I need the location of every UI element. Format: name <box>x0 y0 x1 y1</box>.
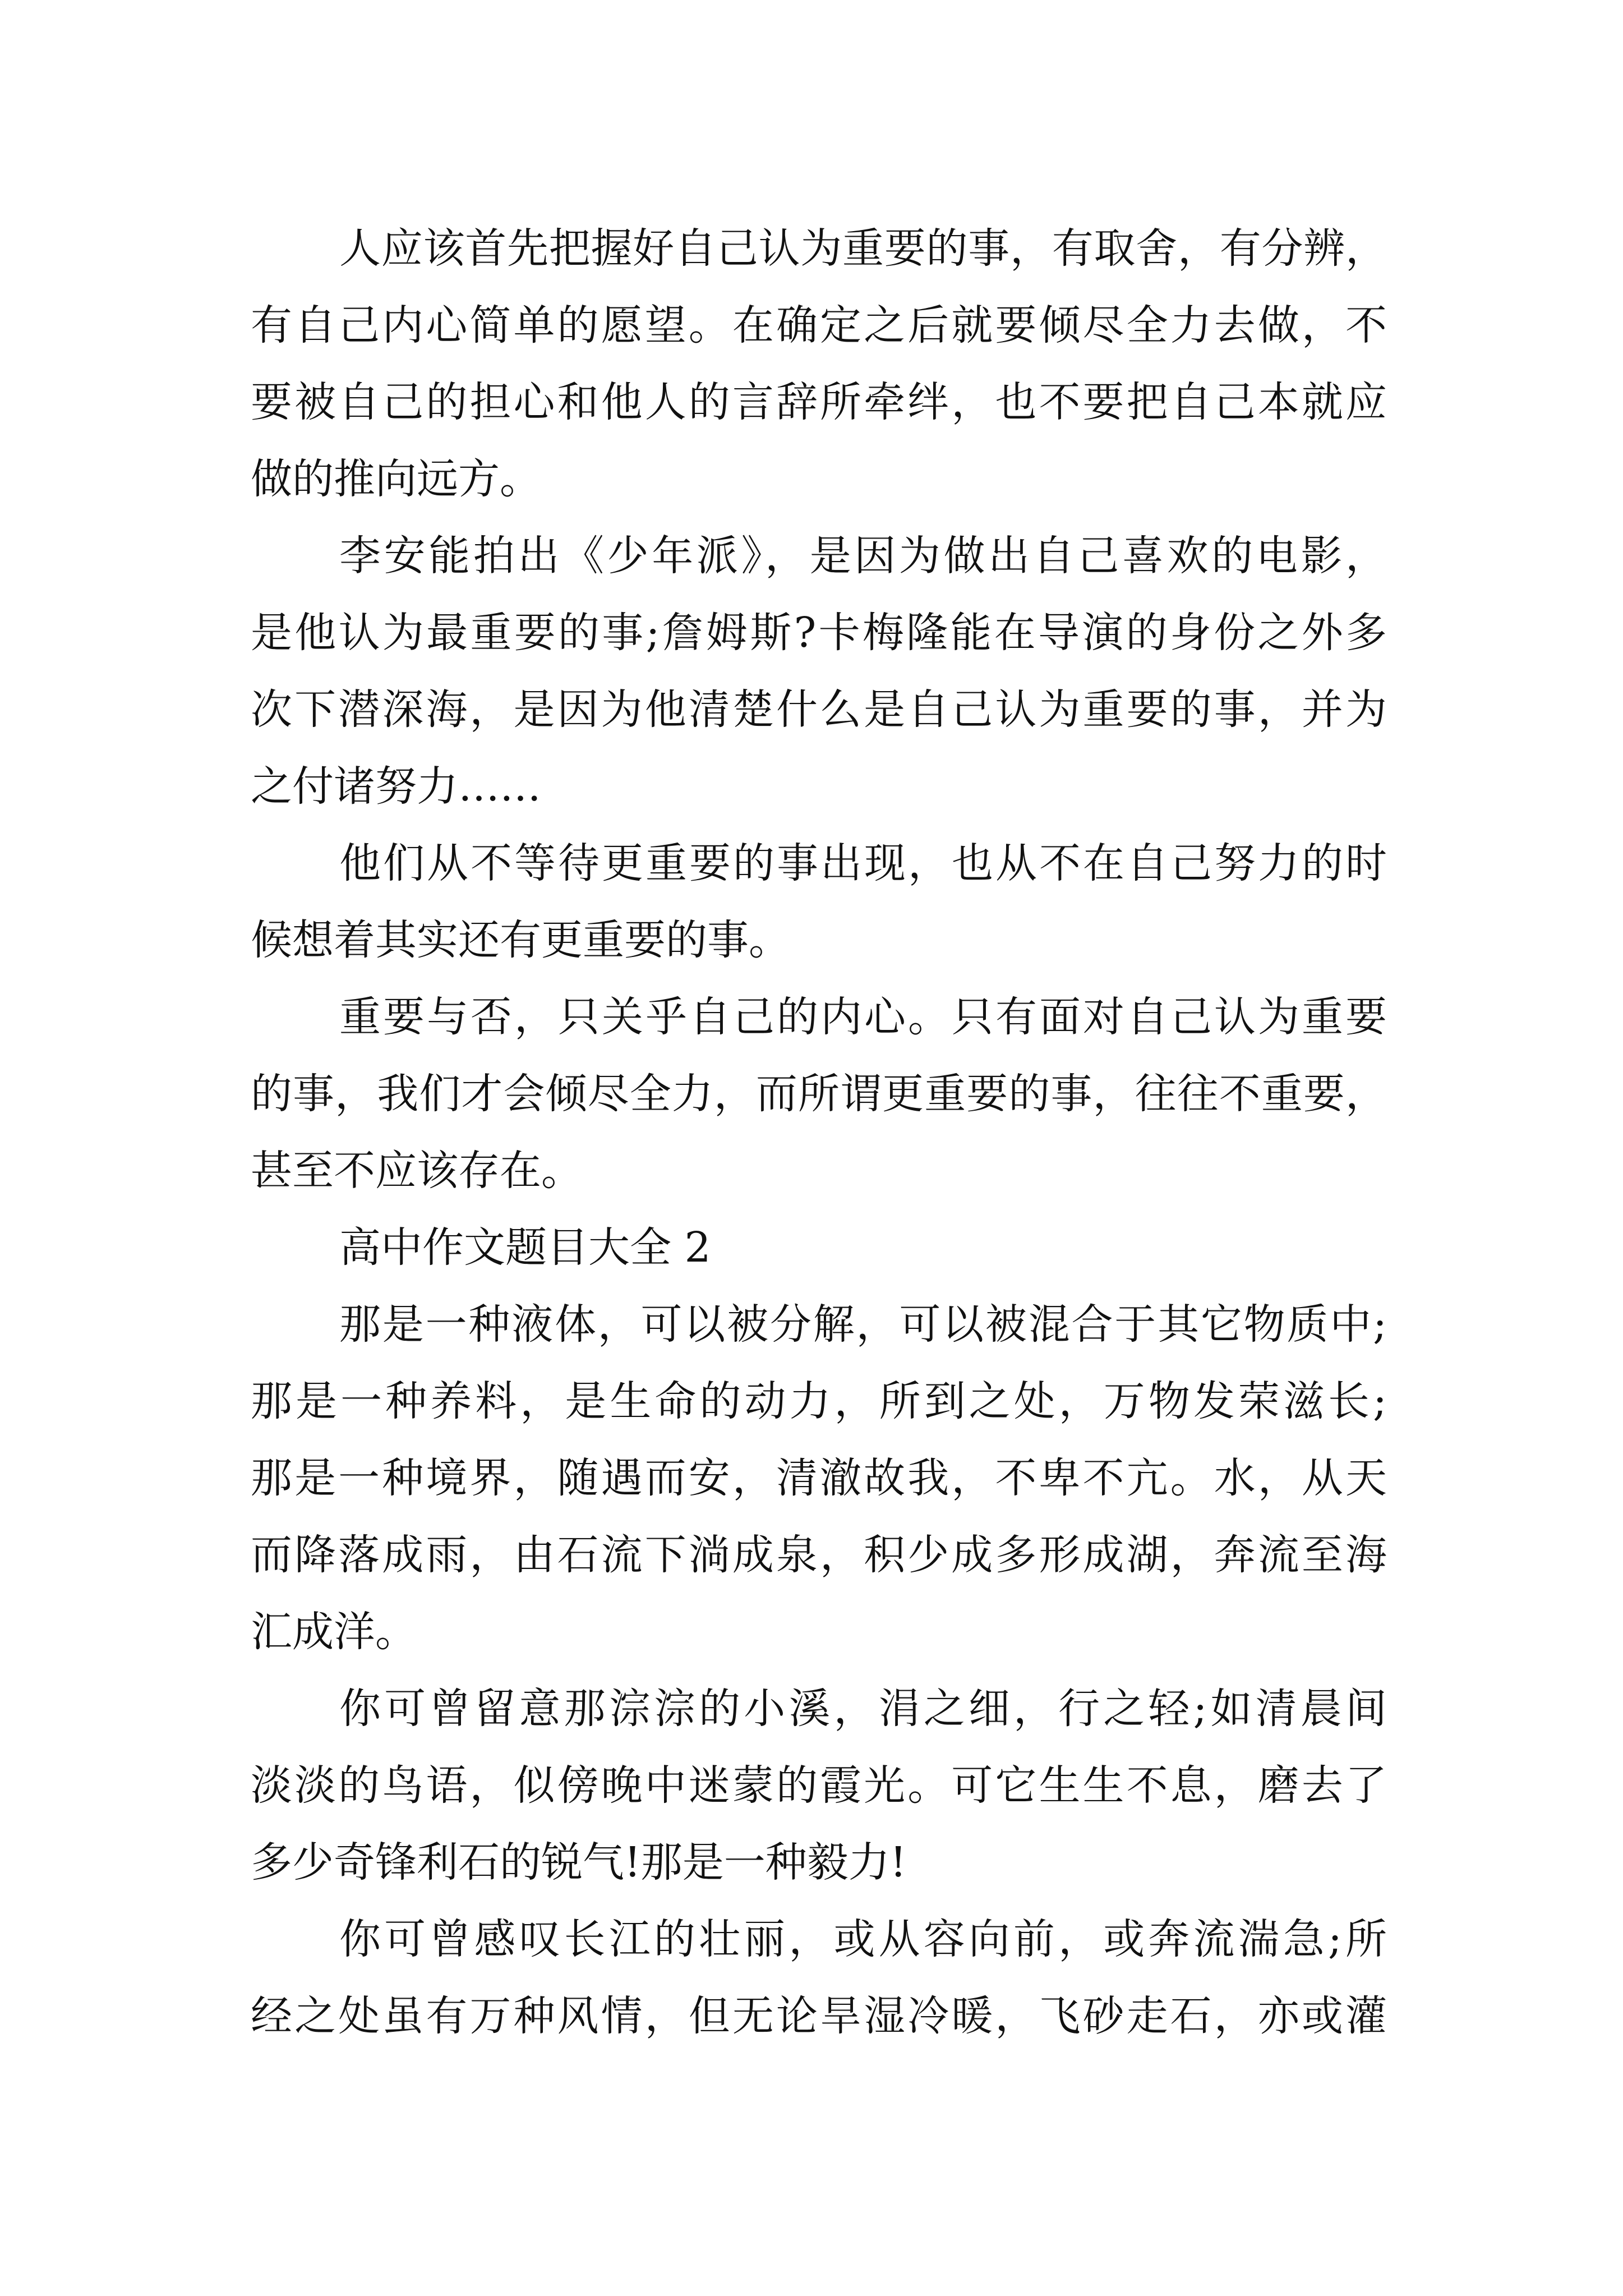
paragraph <box>251 1671 1387 1901</box>
text-line: 而降落成雨，由石流下淌成泉，积少成多形成湖，奔流至海 <box>251 1531 1387 1579</box>
text-line: 次下潜深海，是因为他清楚什么是自己认为重要的事，并为 <box>251 685 1387 734</box>
text-line: 有自己内心简单的愿望。在确定之后就要倾尽全力去做，不 <box>251 301 1387 349</box>
text-line: 之付诸努力…… <box>251 762 541 811</box>
text-line: 淡淡的鸟语，似傍晚中迷蒙的霞光。可它生生不息，磨去了 <box>251 1761 1387 1810</box>
text-line: 要被自己的担心和他人的言辞所牵绊，也不要把自己本就应 <box>251 378 1387 426</box>
text-line: 多少奇锋利石的锐气!那是一种毅力! <box>251 1838 907 1887</box>
text-line: 候想着其实还有更重要的事。 <box>251 916 790 964</box>
text-line: 经之处虽有万种风情，但无论旱湿冷暖，飞砂走石，亦或灌 <box>251 1992 1387 2040</box>
paragraph <box>251 518 1387 825</box>
text-line: 重要与否，只关乎自己的内心。只有面对自己认为重要 <box>339 993 1387 1041</box>
text-line: 你可曾留意那淙淙的小溪，涓之细，行之轻;如清晨间 <box>339 1685 1387 1733</box>
text-line: 那是一种境界，随遇而安，清澈故我，不卑不亢。水，从天 <box>251 1454 1387 1502</box>
text-line: 那是一种液体，可以被分解，可以被混合于其它物质中; <box>339 1300 1387 1349</box>
section-heading-text: 高中作文题目大全 2 <box>339 1223 711 1272</box>
text-line: 的事，我们才会倾尽全力，而所谓更重要的事，往往不重要， <box>251 1070 1387 1118</box>
text-line: 甚至不应该存在。 <box>251 1147 583 1195</box>
paragraph <box>251 210 1387 518</box>
document-body <box>251 210 1387 2055</box>
text-line: 是他认为最重要的事;詹姆斯?卡梅隆能在导演的身份之外多 <box>251 609 1387 657</box>
text-line: 汇成洋。 <box>251 1608 417 1656</box>
paragraph <box>251 1901 1387 2055</box>
text-line: 人应该首先把握好自己认为重要的事，有取舍，有分辨， <box>339 224 1387 273</box>
text-line: 他们从不等待更重要的事出现，也从不在自己努力的时 <box>339 839 1387 887</box>
section-heading <box>251 1209 1387 1286</box>
text-line: 你可曾感叹长江的壮丽，或从容向前，或奔流湍急;所 <box>339 1915 1387 1963</box>
paragraph <box>251 1286 1387 1671</box>
paragraph <box>251 979 1387 1209</box>
text-line: 李安能拍出《少年派》，是因为做出自己喜欢的电影， <box>339 532 1387 580</box>
text-line: 那是一种养料，是生命的动力，所到之处，万物发荣滋长; <box>251 1377 1387 1425</box>
text-line: 做的推向远方。 <box>251 455 541 503</box>
paragraph <box>251 825 1387 979</box>
